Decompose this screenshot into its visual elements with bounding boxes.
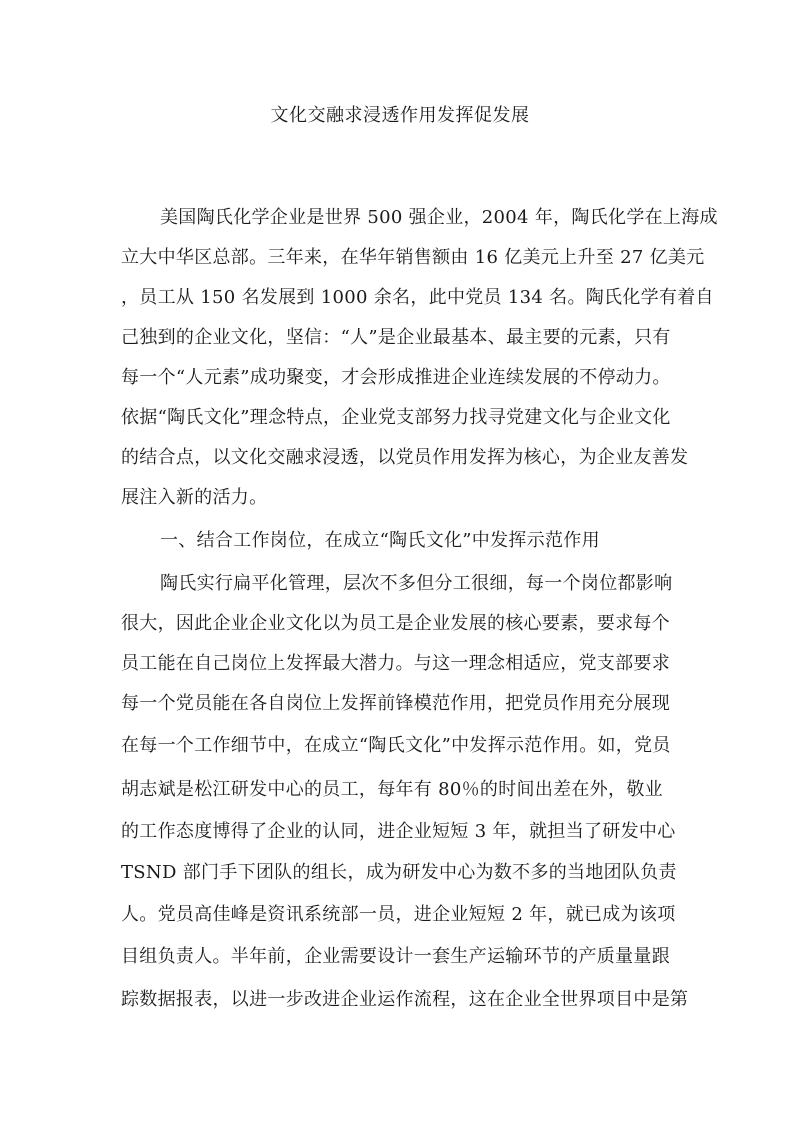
paragraph-line: 踪数据报表，以进一步改进企业运作流程，这在企业全世界项目中是第 [121,989,689,1010]
paragraph-line: 的结合点，以文化交融求浸透，以党员作用发挥为核心，为企业友善发 [121,447,689,468]
paragraph-line: 员工能在自己岗位上发挥最大潜力。与这一理念相适应，党支部要求 [121,653,670,674]
paragraph-line: 胡志斌是松江研发中心的员工，每年有 80％的时间出差在外，敬业 [121,779,663,800]
paragraph-line: 依据“陶氏文化”理念特点，企业党支部努力找寻党建文化与企业文化 [121,407,671,428]
paragraph-line: 人。党员高佳峰是资讯系统部一员，进企业短短 2 年，就已成为该项 [121,904,676,925]
paragraph-line: ，员工从 150 名发展到 1000 余名，此中党员 134 名。陶氏化学有着自 [121,287,714,308]
paragraph-line: 每一个党员能在各自岗位上发挥前锋模范作用，把党员作用充分展现 [121,693,670,714]
paragraph-line: 立大中华区总部。三年来，在华年销售额由 16 亿美元上升至 27 亿美元 [121,247,705,268]
document-title: 文化交融求浸透作用发挥促发展 [270,105,530,126]
section-heading: 一、结合工作岗位，在成立“陶氏文化”中发挥示范作用 [160,530,600,551]
paragraph-line: 很大，因此企业企业文化以为员工是企业发展的核心要素，要求每个 [121,613,670,634]
paragraph-line: 美国陶氏化学企业是世界 500 强企业，2004 年，陶氏化学在上海成 [160,207,718,228]
paragraph-line: TSND 部门手下团队的组长，成为研发中心为数不多的当地团队负责 [121,862,677,883]
paragraph-line: 的工作态度博得了企业的认同，进企业短短 3 年，就担当了研发中心 [121,821,676,842]
paragraph-line: 陶氏实行扁平化管理，层次不多但分工很细，每一个岗位都影响 [160,573,673,594]
paragraph-line: 目组负责人。半年前，企业需要设计一套生产运输环节的产质量量跟 [121,946,670,967]
paragraph-line: 每一个“人元素”成功聚变，才会形成推进企业连续发展的不停动力。 [121,367,671,388]
paragraph-line: 在每一个工作细节中，在成立“陶氏文化”中发挥示范作用。如，党员 [121,735,671,756]
paragraph-line: 展注入新的活力。 [121,487,268,508]
paragraph-line: 己独到的企业文化，坚信：“人”是企业最基本、最主要的元素，只有 [121,327,671,348]
